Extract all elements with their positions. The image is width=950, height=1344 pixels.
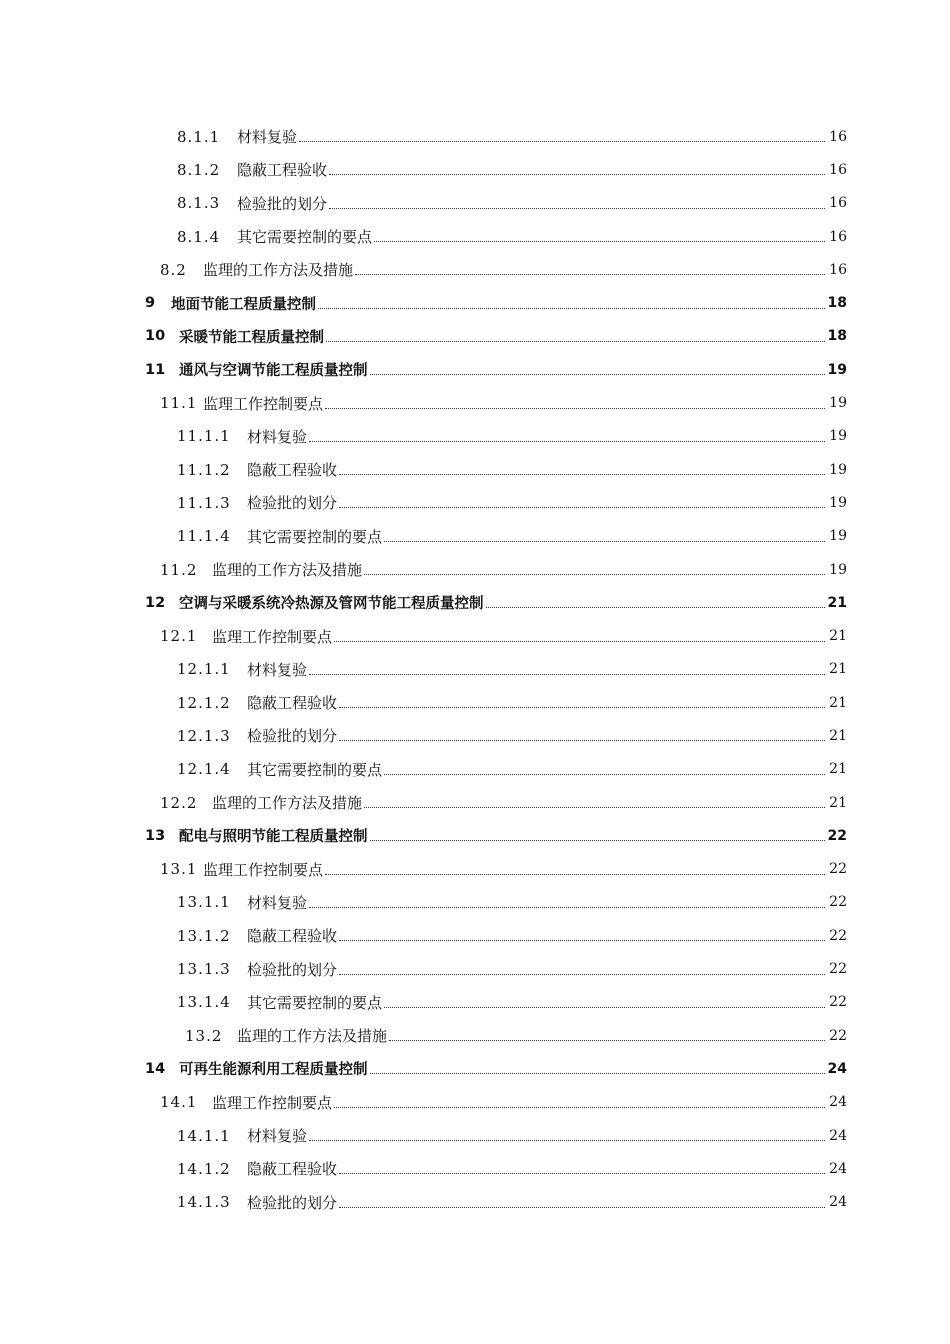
toc-entry-number: 11.1 <box>160 394 198 413</box>
toc-entry-page: 24 <box>829 1127 847 1144</box>
toc-entry-number: 14.1.2 <box>177 1159 231 1178</box>
dot-leader <box>309 907 825 908</box>
toc-entry-number: 11.1.3 <box>177 493 231 512</box>
toc-entry-title: 可再生能源利用工程质量控制 <box>179 1062 368 1079</box>
toc-entry-number: 13.2 <box>185 1026 223 1045</box>
toc-entry-title: 检验批的划分 <box>247 960 338 979</box>
toc-entry-page: 19 <box>827 361 847 378</box>
toc-entry-page: 21 <box>829 761 847 778</box>
toc-entry[interactable] <box>0 187 950 220</box>
dot-leader <box>486 607 826 608</box>
toc-entry-title: 检验批的划分 <box>247 1193 338 1212</box>
toc-entry[interactable] <box>0 1119 950 1152</box>
dot-leader <box>325 874 825 875</box>
dot-leader <box>384 541 825 542</box>
toc-chapter[interactable] <box>0 353 950 386</box>
toc-entry-page: 22 <box>829 894 847 911</box>
toc-chapter[interactable] <box>0 320 950 353</box>
dot-leader <box>364 807 825 808</box>
toc-entry[interactable] <box>0 853 950 886</box>
toc-entry[interactable] <box>0 619 950 652</box>
toc-entry-title: 通风与空调节能工程质量控制 <box>179 363 368 380</box>
toc-entry-number: 12.1.2 <box>177 693 231 712</box>
toc-entry-title: 地面节能工程质量控制 <box>171 296 316 313</box>
toc-entry-page: 16 <box>829 128 847 145</box>
toc-entry-page: 21 <box>829 628 847 645</box>
toc-entry[interactable] <box>0 952 950 985</box>
toc-entry-page: 19 <box>829 428 847 445</box>
dot-leader <box>389 1040 825 1041</box>
dot-leader <box>329 174 825 175</box>
dot-leader <box>339 1207 825 1208</box>
toc-entry-title: 监理的工作方法及措施 <box>237 1027 388 1046</box>
toc-entry-title: 监理工作控制要点 <box>212 1093 333 1112</box>
toc-entry-number: 11.2 <box>160 560 198 579</box>
toc-entry[interactable] <box>0 986 950 1019</box>
toc-entry-title: 检验批的划分 <box>247 494 338 513</box>
toc-chapter[interactable] <box>0 586 950 619</box>
toc-entry-page: 16 <box>829 228 847 245</box>
dot-leader <box>309 441 825 442</box>
toc-entry-title: 材料复验 <box>247 893 308 912</box>
toc-entry-page: 16 <box>829 261 847 278</box>
toc-entry-number: 11 <box>145 361 166 378</box>
toc-entry-page: 21 <box>829 794 847 811</box>
toc-entry-number: 12.1.3 <box>177 726 231 745</box>
toc-entry-page: 21 <box>827 594 847 611</box>
toc-entry-title: 其它需要控制的要点 <box>247 993 383 1012</box>
toc-entry[interactable] <box>0 220 950 253</box>
toc-entry-number: 13.1.4 <box>177 993 231 1012</box>
toc-entry-page: 22 <box>829 927 847 944</box>
toc-entry-number: 13 <box>145 827 166 844</box>
dot-leader <box>339 940 825 941</box>
toc-entry-title: 隐蔽工程验收 <box>247 927 338 946</box>
toc-entry-number: 13.1.2 <box>177 926 231 945</box>
dot-leader <box>374 241 825 242</box>
toc-entry[interactable] <box>0 719 950 752</box>
toc-entry-number: 12 <box>145 594 166 611</box>
toc-entry-page: 16 <box>829 195 847 212</box>
dot-leader <box>339 740 825 741</box>
toc-entry-number: 14.1.1 <box>177 1126 231 1145</box>
toc-entry[interactable] <box>0 1186 950 1219</box>
toc-entry-number: 14.1 <box>160 1093 198 1112</box>
toc-entry-number: 14.1.3 <box>177 1193 231 1212</box>
toc-entry-page: 22 <box>829 961 847 978</box>
toc-entry-title: 隐蔽工程验收 <box>237 161 328 180</box>
toc-entry-page: 21 <box>829 727 847 744</box>
toc-entry[interactable] <box>0 919 950 952</box>
toc-entry[interactable] <box>0 653 950 686</box>
toc-entry-page: 24 <box>829 1094 847 1111</box>
toc-entry-title: 材料复验 <box>237 128 298 147</box>
toc-entry-page: 19 <box>829 494 847 511</box>
toc-entry-title: 监理的工作方法及措施 <box>203 261 354 280</box>
toc-entry[interactable] <box>0 520 950 553</box>
toc-entry-title: 监理工作控制要点 <box>203 394 324 413</box>
toc-entry-page: 19 <box>829 561 847 578</box>
toc-entry[interactable] <box>0 120 950 153</box>
toc-entry[interactable] <box>0 553 950 586</box>
toc-chapter[interactable] <box>0 286 950 319</box>
toc-entry-number: 14 <box>145 1060 166 1077</box>
toc-entry-page: 21 <box>829 694 847 711</box>
dot-leader <box>355 274 825 275</box>
dot-leader <box>384 774 825 775</box>
toc-entry[interactable] <box>0 253 950 286</box>
dot-leader <box>339 507 825 508</box>
toc-entry-number: 8.1.2 <box>177 160 221 179</box>
toc-entry[interactable] <box>0 386 950 419</box>
toc-entry-title: 监理的工作方法及措施 <box>212 794 363 813</box>
dot-leader <box>339 707 825 708</box>
toc-entry-title: 其它需要控制的要点 <box>237 228 373 247</box>
toc-entry-title: 材料复验 <box>247 660 308 679</box>
toc-entry-page: 18 <box>827 328 847 345</box>
toc-entry-title: 监理工作控制要点 <box>203 860 324 879</box>
toc-entry-number: 13.1.3 <box>177 960 231 979</box>
toc-entry-page: 24 <box>829 1194 847 1211</box>
toc-entry[interactable] <box>0 1152 950 1185</box>
toc-entry[interactable] <box>0 886 950 919</box>
dot-leader <box>334 641 825 642</box>
toc-entry-page: 18 <box>827 295 847 312</box>
dot-leader <box>326 341 825 342</box>
toc-entry[interactable] <box>0 420 950 453</box>
toc-entry[interactable] <box>0 786 950 819</box>
toc-entry-title: 采暖节能工程质量控制 <box>179 329 324 346</box>
toc-entry-title: 监理的工作方法及措施 <box>212 561 363 579</box>
toc-entry-title: 隐蔽工程验收 <box>247 694 338 713</box>
toc-entry-number: 8.1.4 <box>177 227 221 246</box>
toc-entry-page: 21 <box>829 661 847 678</box>
toc-entry-title: 其它需要控制的要点 <box>247 760 383 779</box>
toc-entry[interactable] <box>0 1019 950 1052</box>
toc-entry-page: 22 <box>829 994 847 1011</box>
table-of-contents <box>0 120 950 1219</box>
toc-entry-number: 8.1.1 <box>177 127 221 146</box>
toc-entry[interactable] <box>0 153 950 186</box>
toc-entry-number: 11.1.1 <box>177 427 231 446</box>
toc-entry-number: 12.1.1 <box>177 660 231 679</box>
toc-chapter[interactable] <box>0 819 950 852</box>
toc-entry-number: 9 <box>145 295 156 312</box>
toc-entry[interactable] <box>0 686 950 719</box>
toc-entry-title: 检验批的划分 <box>237 194 328 213</box>
toc-entry-number: 11.1.2 <box>177 460 231 479</box>
toc-entry-number: 8.2 <box>160 260 187 279</box>
toc-entry-title: 其它需要控制的要点 <box>247 527 383 546</box>
dot-leader <box>309 1140 825 1141</box>
toc-entry[interactable] <box>0 753 950 786</box>
dot-leader <box>370 374 826 375</box>
dot-leader <box>370 1073 826 1074</box>
toc-entry-page: 19 <box>829 461 847 478</box>
dot-leader <box>329 208 825 209</box>
toc-entry-number: 12.2 <box>160 793 198 812</box>
toc-entry-number: 12.1 <box>160 627 198 646</box>
toc-entry-page: 22 <box>829 861 847 878</box>
toc-entry-page: 22 <box>829 1027 847 1044</box>
toc-entry-number: 13.1.1 <box>177 893 231 912</box>
toc-entry[interactable] <box>0 453 950 486</box>
toc-entry-page: 16 <box>829 161 847 178</box>
dot-leader <box>334 1107 825 1108</box>
toc-entry[interactable] <box>0 1086 950 1119</box>
toc-entry-title: 材料复验 <box>247 427 308 446</box>
toc-entry-number: 13.1 <box>160 860 198 879</box>
toc-entry-title: 检验批的划分 <box>247 727 338 746</box>
toc-entry-number: 11.1.4 <box>177 527 231 546</box>
toc-entry-title: 空调与采暖系统冷热源及管网节能工程质量控制 <box>179 596 484 613</box>
toc-entry-page: 19 <box>829 395 847 412</box>
dot-leader <box>299 141 825 142</box>
dot-leader <box>309 674 825 675</box>
toc-entry-page: 24 <box>829 1160 847 1177</box>
toc-chapter[interactable] <box>0 1052 950 1085</box>
toc-entry-title: 隐蔽工程验收 <box>247 1160 338 1179</box>
toc-entry-title: 监理工作控制要点 <box>212 627 333 646</box>
dot-leader <box>318 308 825 309</box>
toc-entry-title: 材料复验 <box>247 1127 308 1146</box>
dot-leader <box>325 408 825 409</box>
dot-leader <box>364 574 825 575</box>
toc-entry-page: 19 <box>829 528 847 545</box>
dot-leader <box>339 974 825 975</box>
toc-entry-number: 8.1.3 <box>177 194 221 213</box>
toc-entry[interactable] <box>0 486 950 519</box>
toc-entry-number: 12.1.4 <box>177 760 231 779</box>
dot-leader <box>339 1173 825 1174</box>
toc-entry-number: 10 <box>145 328 166 345</box>
toc-entry-page: 22 <box>827 827 847 844</box>
dot-leader <box>339 474 825 475</box>
dot-leader <box>384 1007 825 1008</box>
toc-entry-title: 配电与照明节能工程质量控制 <box>179 829 368 846</box>
toc-entry-page: 24 <box>827 1060 847 1077</box>
dot-leader <box>370 840 826 841</box>
toc-entry-title: 隐蔽工程验收 <box>247 461 338 480</box>
